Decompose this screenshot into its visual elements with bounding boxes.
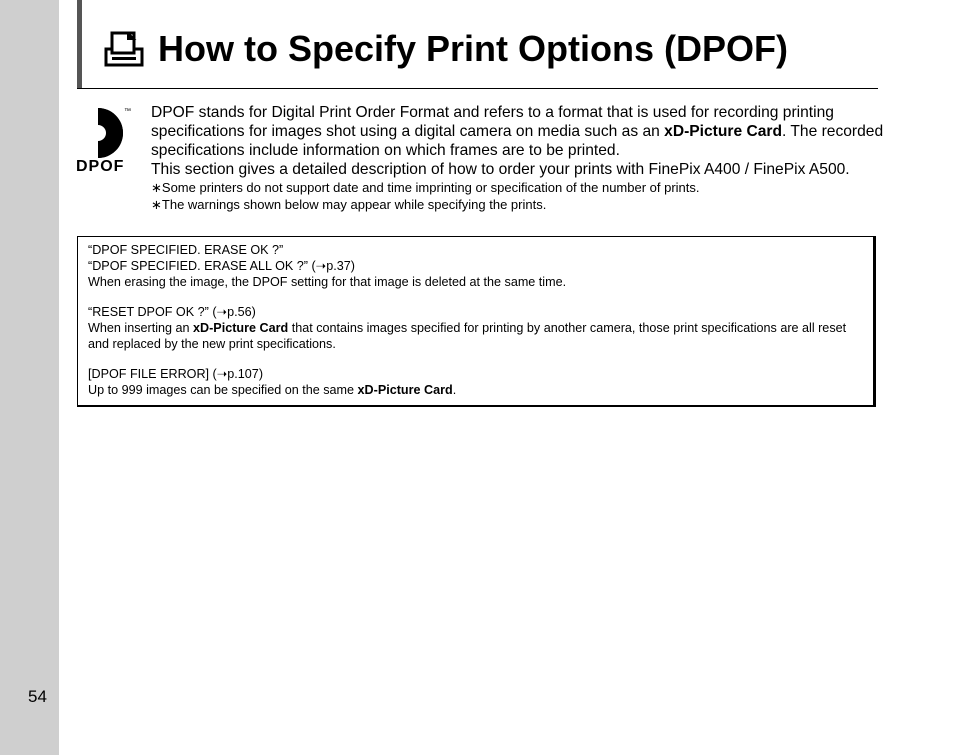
title-accent-bar — [77, 0, 82, 89]
page-title-text: How to Specify Print Options (DPOF) — [158, 28, 788, 69]
warning-2-title: “RESET DPOF OK ?” (➝p.56) — [88, 305, 256, 319]
dpof-logo-text: DPOF — [76, 158, 125, 174]
warning-2-description: When inserting an xD-Picture Card that contains images specified for printing by another camera, those print specifications are all reset and replaced by the new print specifications. — [88, 321, 847, 351]
warning-1-title-2: “DPOF SPECIFIED. ERASE ALL OK ?” (➝p.37) — [88, 259, 355, 273]
intro-paragraph-2: This section gives a detailed description of how to order your prints with FinePix A400 / FinePix A500. — [151, 161, 850, 178]
left-margin-band — [0, 0, 59, 755]
note-1: ∗Some printers do not support date and time imprinting or specification of the number of prints. — [151, 180, 700, 195]
dpof-logo — [74, 104, 138, 174]
page-title — [102, 28, 788, 70]
intro-paragraph-1: DPOF stands for Digital Print Order Format and refers to a format that is used for recording printing specifications for images shot using a digital camera on media such as an xD-Picture Card. The recorded specifications include information on which frames are to be printed. — [151, 104, 884, 159]
title-underline — [77, 88, 878, 89]
warning-1-description: When erasing the image, the DPOF setting for that image is deleted at the same time. — [88, 275, 567, 289]
print-icon — [102, 29, 146, 69]
warning-3-description: Up to 999 images can be specified on the same xD-Picture Card. — [88, 383, 457, 397]
warning-3-title: [DPOF FILE ERROR] (➝p.107) — [88, 367, 264, 381]
page-number: 54 — [28, 687, 47, 706]
warnings-box — [77, 236, 876, 407]
note-2: ∗The warnings shown below may appear while specifying the prints. — [151, 197, 547, 212]
warning-1-title: “DPOF SPECIFIED. ERASE OK ?” — [88, 243, 284, 257]
trademark-symbol: ™ — [124, 108, 131, 115]
xd-picture-card-term: xD-Picture Card — [664, 123, 782, 140]
intro-section — [151, 103, 886, 213]
